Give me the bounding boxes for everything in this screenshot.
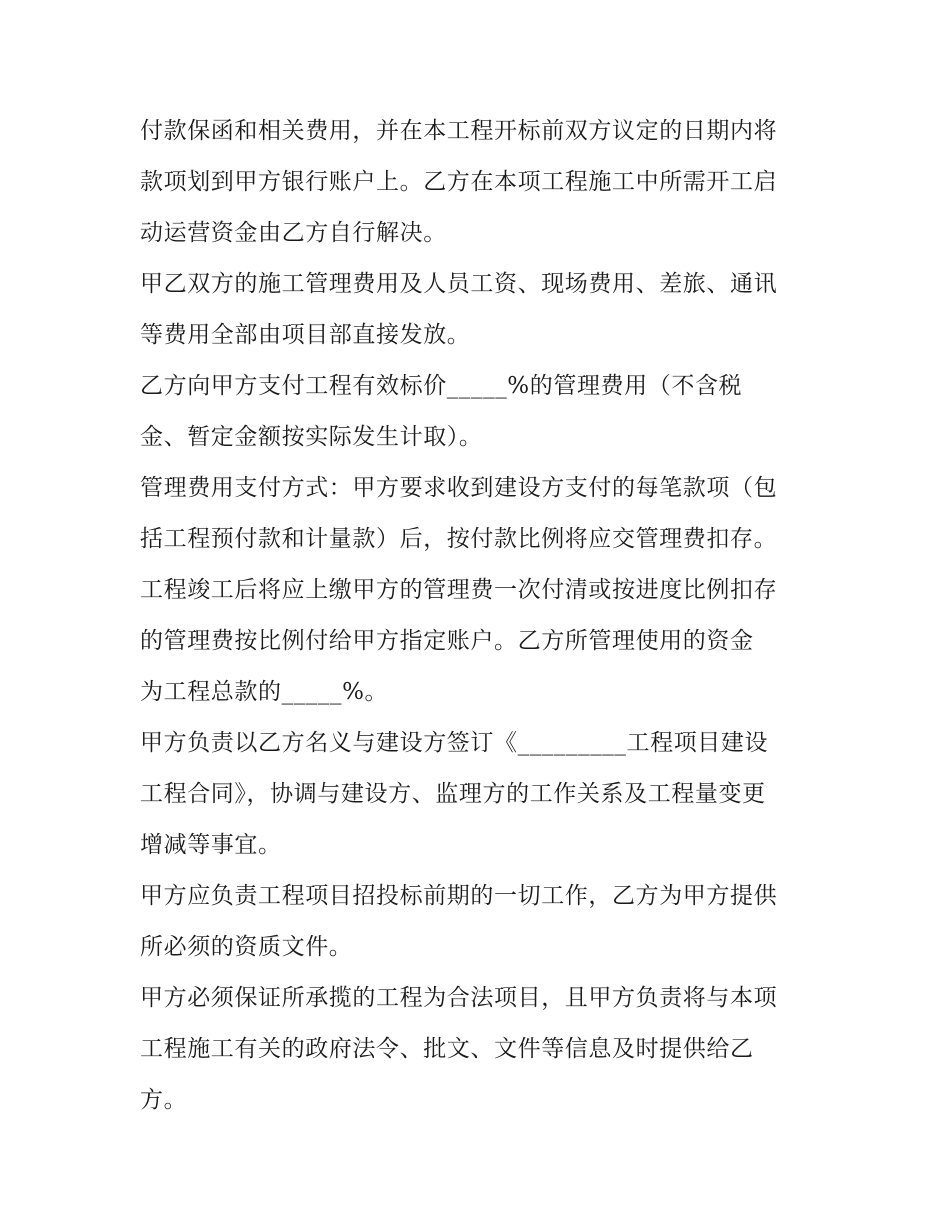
text-line: 工程竣工后将应上缴甲方的管理费一次付清或按进度比例扣存 <box>140 577 778 603</box>
text-line: 括工程预付款和计量款）后，按付款比例将应交管理费扣存。 <box>140 526 778 552</box>
text-line: 增减等事宜。 <box>140 832 282 858</box>
text-line: 所必须的资质文件。 <box>140 934 353 960</box>
text-line: 乙方向甲方支付工程有效标价_____%的管理费用（不含税 <box>140 373 743 399</box>
text-line: 动运营资金由乙方自行解决。 <box>140 220 447 246</box>
text-line: 金、暂定金额按实际发生计取）。 <box>140 424 483 450</box>
text-line: 付款保函和相关费用，并在本工程开标前双方议定的日期内将 <box>140 118 778 144</box>
text-line: 等费用全部由项目部直接发放。 <box>140 322 471 348</box>
text-line: 工程施工有关的政府法令、批文、文件等信息及时提供给乙 <box>140 1036 754 1062</box>
text-line: 甲乙双方的施工管理费用及人员工资、现场费用、差旅、通讯 <box>140 271 778 297</box>
text-line: 甲方负责以乙方名义与建设方签订《_________工程项目建设 <box>140 730 769 756</box>
text-line: 款项划到甲方银行账户上。乙方在本项工程施工中所需开工启 <box>140 169 778 195</box>
text-line: 甲方必须保证所承揽的工程为合法项目，且甲方负责将与本项 <box>140 985 778 1011</box>
text-line: 工程合同》，协调与建设方、监理方的工作关系及工程量变更 <box>140 781 766 807</box>
document-body <box>140 106 815 1126</box>
text-line: 管理费用支付方式：甲方要求收到建设方支付的每笔款项（包 <box>140 475 778 501</box>
text-line: 为工程总款的_____%。 <box>140 679 389 705</box>
text-line: 的管理费按比例付给甲方指定账户。乙方所管理使用的资金 <box>140 628 754 654</box>
text-line: 甲方应负责工程项目招投标前期的一切工作，乙方为甲方提供 <box>140 883 778 909</box>
text-line: 方。 <box>140 1087 188 1113</box>
